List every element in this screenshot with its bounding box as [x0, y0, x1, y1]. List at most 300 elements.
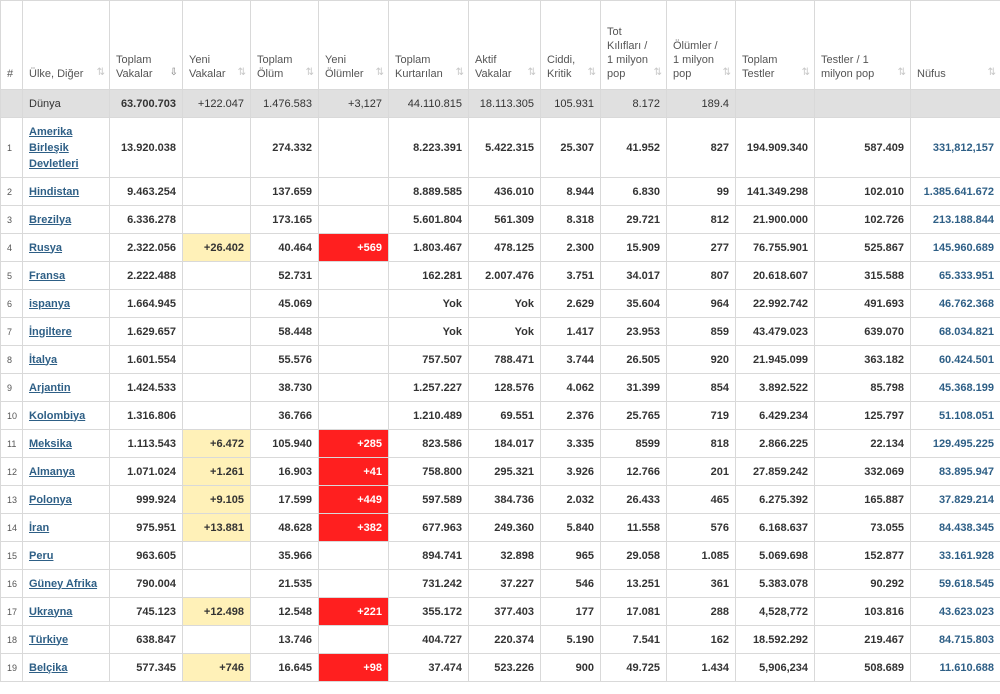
cell-tests-per-m: 491.693 [815, 290, 911, 318]
cell-new-deaths [319, 374, 389, 402]
cell-new-deaths: +285 [319, 430, 389, 458]
cell-total-cases: 2.222.488 [110, 262, 183, 290]
cell-cases-per-m: 31.399 [601, 374, 667, 402]
sort-arrows-icon[interactable]: ⇅ [801, 67, 810, 78]
cell-new-cases [183, 262, 251, 290]
cell-critical: 3.744 [541, 346, 601, 374]
cell-tests: 76.755.901 [736, 234, 815, 262]
cell-critical: 2.032 [541, 486, 601, 514]
cell-total-cases: 975.951 [110, 514, 183, 542]
cell-cases-per-m: 34.017 [601, 262, 667, 290]
cell-total-cases: 963.605 [110, 542, 183, 570]
cell-cases-per-m: 15.909 [601, 234, 667, 262]
world-tests [736, 90, 815, 118]
country-cell [23, 654, 110, 682]
cell-active: 788.471 [469, 346, 541, 374]
cell-tests: 2.866.225 [736, 430, 815, 458]
column-header-label: Toplam Testler [742, 54, 778, 80]
cell-critical: 8.944 [541, 178, 601, 206]
world-index-cell [1, 90, 23, 118]
country-link[interactable]: ispanya [29, 297, 70, 310]
country-link[interactable]: Belçika [29, 661, 68, 674]
cell-cases-per-m: 23.953 [601, 318, 667, 346]
column-header-new-deaths[interactable] [319, 1, 389, 90]
cell-new-cases [183, 178, 251, 206]
cell-active: 523.226 [469, 654, 541, 682]
cell-total-cases: 1.071.024 [110, 458, 183, 486]
row-index: 16 [1, 570, 23, 598]
cell-tests: 5.383.078 [736, 570, 815, 598]
sort-arrows-icon[interactable]: ⇅ [455, 67, 464, 78]
country-link[interactable]: Ukrayna [29, 605, 73, 618]
world-cases-per-m: 8.172 [601, 90, 667, 118]
cell-population: 60.424.501 [911, 346, 1000, 374]
cell-new-deaths: +382 [319, 514, 389, 542]
table-row [1, 178, 1000, 206]
column-header-label: Ülke, Diğer [29, 68, 84, 80]
cell-population: 83.895.947 [911, 458, 1000, 486]
cell-active: 295.321 [469, 458, 541, 486]
cell-critical: 965 [541, 542, 601, 570]
cell-new-cases [183, 402, 251, 430]
row-index: 5 [1, 262, 23, 290]
country-link[interactable]: Brezilya [29, 213, 72, 226]
cell-active: 2.007.476 [469, 262, 541, 290]
world-total-cases: 63.700.703 [110, 90, 183, 118]
cell-population: 84.438.345 [911, 514, 1000, 542]
table-row [1, 458, 1000, 486]
cell-total-deaths: 13.746 [251, 626, 319, 654]
country-cell [23, 290, 110, 318]
cell-deaths-per-m: 812 [667, 206, 736, 234]
cell-active: 37.227 [469, 570, 541, 598]
cell-deaths-per-m: 920 [667, 346, 736, 374]
world-deaths-per-m: 189.4 [667, 90, 736, 118]
cell-recovered: Yok [389, 290, 469, 318]
cell-population: 46.762.368 [911, 290, 1000, 318]
cell-new-cases [183, 346, 251, 374]
cell-deaths-per-m: 99 [667, 178, 736, 206]
cell-deaths-per-m: 818 [667, 430, 736, 458]
cell-new-cases [183, 542, 251, 570]
cell-population: 331,812,157 [911, 118, 1000, 178]
column-header-tests-per-million[interactable] [815, 1, 911, 90]
row-index: 19 [1, 654, 23, 682]
cell-new-cases: +13.881 [183, 514, 251, 542]
sort-arrows-icon[interactable]: ⇅ [653, 67, 662, 78]
sort-arrows-icon[interactable]: ⇅ [527, 67, 536, 78]
cell-deaths-per-m: 807 [667, 262, 736, 290]
sort-arrows-icon[interactable]: ⇅ [987, 67, 996, 78]
column-header-label: # [7, 68, 14, 80]
cell-population: 33.161.928 [911, 542, 1000, 570]
cell-new-deaths: +569 [319, 234, 389, 262]
cell-new-deaths [319, 542, 389, 570]
cell-critical: 177 [541, 598, 601, 626]
cell-recovered: Yok [389, 318, 469, 346]
country-cell [23, 430, 110, 458]
cell-critical: 3.335 [541, 430, 601, 458]
table-row [1, 402, 1000, 430]
column-header-new-cases[interactable] [183, 1, 251, 90]
cell-total-cases: 2.322.056 [110, 234, 183, 262]
cell-active: 561.309 [469, 206, 541, 234]
table-row [1, 118, 1000, 178]
table-row [1, 654, 1000, 682]
sort-arrows-icon[interactable]: ⇩ [169, 67, 178, 78]
cell-new-deaths: +98 [319, 654, 389, 682]
cell-total-deaths: 16.903 [251, 458, 319, 486]
column-header-population[interactable] [911, 1, 1000, 90]
cell-tests-per-m: 22.134 [815, 430, 911, 458]
cell-total-cases: 1.316.806 [110, 402, 183, 430]
cell-cases-per-m: 11.558 [601, 514, 667, 542]
country-link[interactable]: İtalya [29, 353, 58, 366]
table-row [1, 262, 1000, 290]
cell-cases-per-m: 29.721 [601, 206, 667, 234]
column-header-label: Ölümler / 1 milyon pop [673, 40, 718, 80]
cell-tests: 21.900.000 [736, 206, 815, 234]
cell-total-deaths: 173.165 [251, 206, 319, 234]
cell-tests: 22.992.742 [736, 290, 815, 318]
column-header-label: Testler / 1 milyon pop [821, 54, 875, 80]
column-header-recovered[interactable] [389, 1, 469, 90]
cell-critical: 2.629 [541, 290, 601, 318]
row-index: 9 [1, 374, 23, 402]
cell-new-deaths [319, 570, 389, 598]
country-cell [23, 262, 110, 290]
column-header-index[interactable] [1, 1, 23, 90]
cell-critical: 5.190 [541, 626, 601, 654]
cell-active: 436.010 [469, 178, 541, 206]
cell-population: 1.385.641.672 [911, 178, 1000, 206]
world-country-cell: Dünya [23, 90, 110, 118]
country-cell [23, 318, 110, 346]
country-link[interactable]: Rusya [29, 241, 63, 254]
column-header-country[interactable] [23, 1, 110, 90]
country-link[interactable]: İran [29, 521, 50, 534]
country-link[interactable]: Hindistan [29, 185, 80, 198]
cell-tests: 27.859.242 [736, 458, 815, 486]
cell-tests: 6.168.637 [736, 514, 815, 542]
cell-population: 84.715.803 [911, 626, 1000, 654]
country-link[interactable]: Almanya [29, 465, 75, 478]
cell-tests-per-m: 73.055 [815, 514, 911, 542]
cell-total-cases: 999.924 [110, 486, 183, 514]
cell-population: 68.034.821 [911, 318, 1000, 346]
cell-tests-per-m: 508.689 [815, 654, 911, 682]
country-link[interactable]: Meksika [29, 437, 72, 450]
country-cell [23, 178, 110, 206]
cell-total-cases: 1.664.945 [110, 290, 183, 318]
column-header-label: Yeni Ölümler [325, 54, 364, 80]
row-index: 6 [1, 290, 23, 318]
cell-total-deaths: 58.448 [251, 318, 319, 346]
cell-tests: 18.592.292 [736, 626, 815, 654]
country-link[interactable]: Polonya [29, 493, 72, 506]
cell-recovered: 37.474 [389, 654, 469, 682]
country-link[interactable]: Peru [29, 549, 54, 562]
world-critical: 105.931 [541, 90, 601, 118]
cell-deaths-per-m: 1.085 [667, 542, 736, 570]
world-new-deaths: +3,127 [319, 90, 389, 118]
row-index: 12 [1, 458, 23, 486]
cell-deaths-per-m: 277 [667, 234, 736, 262]
cell-total-deaths: 55.576 [251, 346, 319, 374]
cell-population: 145.960.689 [911, 234, 1000, 262]
cell-cases-per-m: 26.433 [601, 486, 667, 514]
cell-critical: 2.376 [541, 402, 601, 430]
country-link[interactable]: Güney Afrika [29, 577, 98, 590]
row-index: 18 [1, 626, 23, 654]
sort-arrows-icon[interactable]: ⇅ [96, 67, 105, 78]
cell-deaths-per-m: 854 [667, 374, 736, 402]
cell-total-deaths: 40.464 [251, 234, 319, 262]
table-row [1, 318, 1000, 346]
cell-tests: 194.909.340 [736, 118, 815, 178]
column-header-label: Aktif Vakalar [475, 54, 512, 80]
cell-total-deaths: 105.940 [251, 430, 319, 458]
column-header-label: Toplam Ölüm [257, 54, 293, 80]
cell-critical: 5.840 [541, 514, 601, 542]
world-total-deaths: 1.476.583 [251, 90, 319, 118]
country-cell [23, 514, 110, 542]
column-header-label: Ciddi, Kritik [547, 54, 576, 80]
row-index: 17 [1, 598, 23, 626]
cell-critical: 3.926 [541, 458, 601, 486]
cell-recovered: 731.242 [389, 570, 469, 598]
sort-arrows-icon[interactable]: ⇅ [722, 67, 731, 78]
cell-tests: 5,906,234 [736, 654, 815, 682]
cell-active: 377.403 [469, 598, 541, 626]
cell-new-cases: +6.472 [183, 430, 251, 458]
table-row [1, 430, 1000, 458]
cell-recovered: 597.589 [389, 486, 469, 514]
cell-recovered: 758.800 [389, 458, 469, 486]
cell-total-deaths: 36.766 [251, 402, 319, 430]
cell-total-cases: 1.601.554 [110, 346, 183, 374]
sort-arrows-icon[interactable]: ⇅ [305, 67, 314, 78]
country-link[interactable]: Kolombiya [29, 409, 86, 422]
cell-cases-per-m: 35.604 [601, 290, 667, 318]
cell-population: 59.618.545 [911, 570, 1000, 598]
row-index: 10 [1, 402, 23, 430]
cell-tests-per-m: 219.467 [815, 626, 911, 654]
cell-recovered: 8.889.585 [389, 178, 469, 206]
cell-tests-per-m: 125.797 [815, 402, 911, 430]
column-header-total-deaths[interactable] [251, 1, 319, 90]
row-index: 3 [1, 206, 23, 234]
cell-new-cases: +26.402 [183, 234, 251, 262]
cell-deaths-per-m: 162 [667, 626, 736, 654]
cell-recovered: 677.963 [389, 514, 469, 542]
cell-cases-per-m: 7.541 [601, 626, 667, 654]
cell-total-cases: 790.004 [110, 570, 183, 598]
cell-active: 478.125 [469, 234, 541, 262]
cell-cases-per-m: 6.830 [601, 178, 667, 206]
cell-new-deaths [319, 178, 389, 206]
cell-active: 249.360 [469, 514, 541, 542]
cell-total-cases: 13.920.038 [110, 118, 183, 178]
cell-total-cases: 6.336.278 [110, 206, 183, 234]
country-link[interactable]: Amerika Birleşik Devletleri [29, 125, 79, 170]
table-row [1, 290, 1000, 318]
cell-population: 43.623.023 [911, 598, 1000, 626]
cell-total-deaths: 45.069 [251, 290, 319, 318]
cell-new-deaths [319, 290, 389, 318]
column-header-critical[interactable] [541, 1, 601, 90]
cell-deaths-per-m: 361 [667, 570, 736, 598]
cell-tests-per-m: 102.010 [815, 178, 911, 206]
cell-total-deaths: 48.628 [251, 514, 319, 542]
cell-new-deaths [319, 118, 389, 178]
cell-tests: 43.479.023 [736, 318, 815, 346]
cell-cases-per-m: 41.952 [601, 118, 667, 178]
cell-new-cases: +9.105 [183, 486, 251, 514]
cell-deaths-per-m: 201 [667, 458, 736, 486]
cell-tests: 6.275.392 [736, 486, 815, 514]
table-row [1, 542, 1000, 570]
country-link[interactable]: Türkiye [29, 633, 69, 646]
cell-cases-per-m: 25.765 [601, 402, 667, 430]
country-cell [23, 346, 110, 374]
cell-new-deaths [319, 626, 389, 654]
cell-total-cases: 1.629.657 [110, 318, 183, 346]
column-header-label: Tot Kılıfları / 1 milyon pop [607, 26, 648, 80]
cell-cases-per-m: 13.251 [601, 570, 667, 598]
cell-critical: 8.318 [541, 206, 601, 234]
cell-active: 32.898 [469, 542, 541, 570]
country-link[interactable]: İngiltere [29, 325, 72, 338]
cell-active: 220.374 [469, 626, 541, 654]
table-row [1, 486, 1000, 514]
country-cell [23, 118, 110, 178]
cell-critical: 25.307 [541, 118, 601, 178]
column-header-label: Toplam Vakalar [116, 54, 153, 80]
country-cell [23, 486, 110, 514]
column-header-deaths-per-million[interactable] [667, 1, 736, 90]
cell-total-deaths: 35.966 [251, 542, 319, 570]
world-active: 18.113.305 [469, 90, 541, 118]
cell-active: 128.576 [469, 374, 541, 402]
row-index: 4 [1, 234, 23, 262]
cell-deaths-per-m: 964 [667, 290, 736, 318]
cell-cases-per-m: 26.505 [601, 346, 667, 374]
cell-recovered: 1.210.489 [389, 402, 469, 430]
cell-new-cases [183, 118, 251, 178]
country-cell [23, 542, 110, 570]
cell-tests-per-m: 525.867 [815, 234, 911, 262]
country-cell [23, 234, 110, 262]
cell-new-cases: +12.498 [183, 598, 251, 626]
column-header-label: Yeni Vakalar [189, 54, 226, 80]
row-index: 14 [1, 514, 23, 542]
cell-active: 5.422.315 [469, 118, 541, 178]
cell-new-cases [183, 374, 251, 402]
country-cell [23, 598, 110, 626]
sort-arrows-icon[interactable]: ⇅ [237, 67, 246, 78]
cell-total-deaths: 12.548 [251, 598, 319, 626]
cell-cases-per-m: 17.081 [601, 598, 667, 626]
country-link[interactable]: Arjantin [29, 381, 71, 394]
cell-new-cases [183, 206, 251, 234]
cell-deaths-per-m: 1.434 [667, 654, 736, 682]
cell-tests-per-m: 639.070 [815, 318, 911, 346]
cell-recovered: 355.172 [389, 598, 469, 626]
cell-population: 213.188.844 [911, 206, 1000, 234]
cell-tests: 3.892.522 [736, 374, 815, 402]
cell-tests-per-m: 332.069 [815, 458, 911, 486]
cell-cases-per-m: 29.058 [601, 542, 667, 570]
cell-recovered: 162.281 [389, 262, 469, 290]
table-row [1, 514, 1000, 542]
cell-total-cases: 638.847 [110, 626, 183, 654]
cell-population: 37.829.214 [911, 486, 1000, 514]
country-cell [23, 626, 110, 654]
sort-arrows-icon[interactable]: ⇅ [587, 67, 596, 78]
cell-total-cases: 1.424.533 [110, 374, 183, 402]
cell-deaths-per-m: 576 [667, 514, 736, 542]
cell-tests: 6.429.234 [736, 402, 815, 430]
table-row [1, 598, 1000, 626]
world-tests-per-m [815, 90, 911, 118]
column-header-total-cases[interactable] [110, 1, 183, 90]
column-header-active-cases[interactable] [469, 1, 541, 90]
sort-arrows-icon[interactable]: ⇅ [375, 67, 384, 78]
column-header-total-tests[interactable] [736, 1, 815, 90]
cell-deaths-per-m: 827 [667, 118, 736, 178]
cell-cases-per-m: 8599 [601, 430, 667, 458]
country-cell [23, 570, 110, 598]
cell-recovered: 823.586 [389, 430, 469, 458]
cell-new-deaths [319, 206, 389, 234]
cell-critical: 4.062 [541, 374, 601, 402]
cell-total-deaths: 21.535 [251, 570, 319, 598]
cell-new-cases: +746 [183, 654, 251, 682]
cell-total-deaths: 274.332 [251, 118, 319, 178]
cell-total-deaths: 137.659 [251, 178, 319, 206]
column-header-label: Toplam Kurtarılan [395, 54, 443, 80]
cell-tests: 20.618.607 [736, 262, 815, 290]
cell-new-cases [183, 290, 251, 318]
cell-new-deaths [319, 262, 389, 290]
cell-population: 11.610.688 [911, 654, 1000, 682]
cell-total-deaths: 17.599 [251, 486, 319, 514]
cell-cases-per-m: 49.725 [601, 654, 667, 682]
country-cell [23, 206, 110, 234]
cell-deaths-per-m: 288 [667, 598, 736, 626]
column-header-cases-per-million[interactable] [601, 1, 667, 90]
cell-active: 384.736 [469, 486, 541, 514]
cell-tests: 5.069.698 [736, 542, 815, 570]
cell-tests-per-m: 165.887 [815, 486, 911, 514]
table-header-row [1, 1, 1000, 90]
cell-tests: 21.945.099 [736, 346, 815, 374]
cell-total-cases: 9.463.254 [110, 178, 183, 206]
table-row [1, 234, 1000, 262]
cell-new-cases [183, 318, 251, 346]
country-link[interactable]: Fransa [29, 269, 66, 282]
cell-critical: 2.300 [541, 234, 601, 262]
cell-total-deaths: 16.645 [251, 654, 319, 682]
table-row [1, 346, 1000, 374]
cell-active: Yok [469, 318, 541, 346]
row-index: 11 [1, 430, 23, 458]
sort-arrows-icon[interactable]: ⇅ [897, 67, 906, 78]
cell-tests-per-m: 152.877 [815, 542, 911, 570]
cell-population: 65.333.951 [911, 262, 1000, 290]
row-index: 15 [1, 542, 23, 570]
